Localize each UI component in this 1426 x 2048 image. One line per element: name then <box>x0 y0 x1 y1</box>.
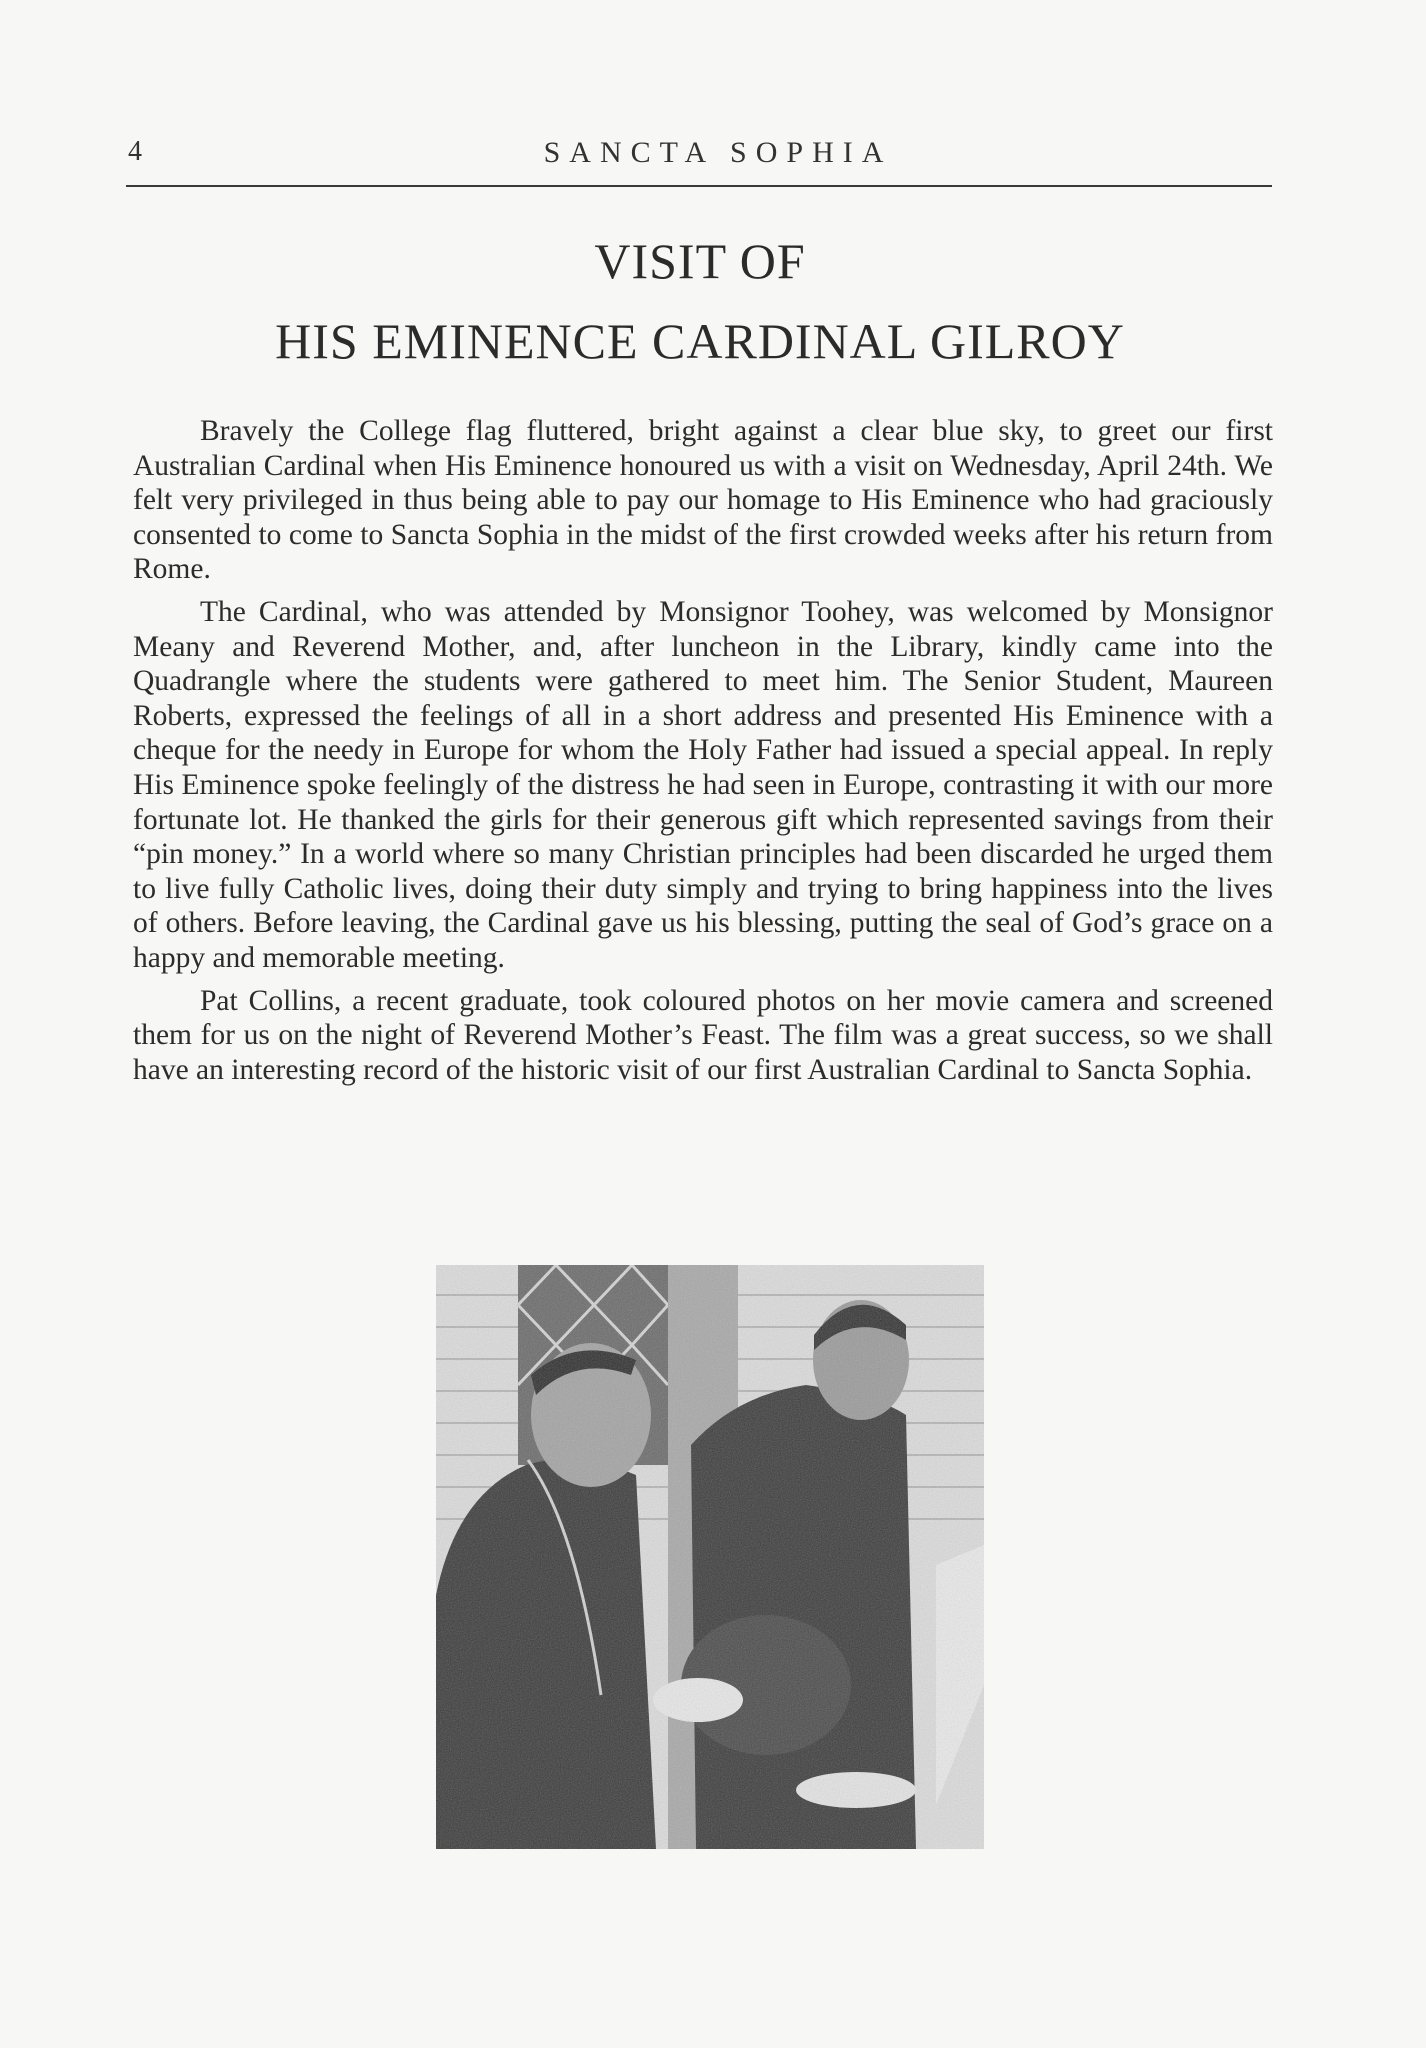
header-rule <box>126 185 1272 187</box>
paragraph-flag-greeting: Bravely the College flag fluttered, bright against a clear blue sky, to greet our first Australian Cardinal when His Eminence honoured us with a visit on Wednesday, April 24th. We felt very privileged in thus being able to pay our homage to His Eminence who had graciously consented to come to Sancta Sophia in the midst of the first crowded weeks after his return from Rome. <box>133 415 1273 586</box>
journal-title: SANCTA SOPHIA <box>543 136 893 169</box>
page-number: 4 <box>128 136 143 167</box>
paragraph-cardinal-address: The Cardinal, who was attended by Monsignor Toohey, was welcomed by Monsignor Meany and Reverend Mother, and, after luncheon in the Library, kindly came into the Quadrangle where the students were gathered to meet him. The Senior Student, Maureen Roberts, expressed the feelings of all in a short address and presented His Eminence with a cheque for the needy in Europe for whom the Holy Father had issued a special appeal. In reply His Eminence spoke feelingly of the distress he had seen in Europe, contrasting it with our more fortunate lot. He thanked the girls for their generous gift which represented savings from their “pin money.” In a world where so many Christian principles had been discarded he urged them to live fully Catholic lives, doing their duty simply and trying to bring happiness into the lives of others. Before leaving, the Cardinal gave us his blessing, putting the seal of God’s grace on a happy and memorable meeting. <box>133 595 1273 974</box>
running-head <box>128 136 1268 176</box>
article-body <box>133 414 1273 1095</box>
paragraph-film-record: Pat Collins, a recent graduate, took coloured photos on her movie camera and screened them for us on the night of Reverend Mother’s Feast. The film was a great success, so we shall have an interesting record of the historic visit of our first Australian Cardinal to Sancta Sophia. <box>133 984 1273 1086</box>
photo-illustration <box>436 1265 984 1849</box>
photo-grain <box>436 1265 984 1849</box>
photograph-cardinal-visit <box>436 1265 984 1849</box>
article-title-line-1: VISIT OF <box>594 233 806 289</box>
article-title-line-2: HIS EMINENCE CARDINAL GILROY <box>275 313 1125 369</box>
